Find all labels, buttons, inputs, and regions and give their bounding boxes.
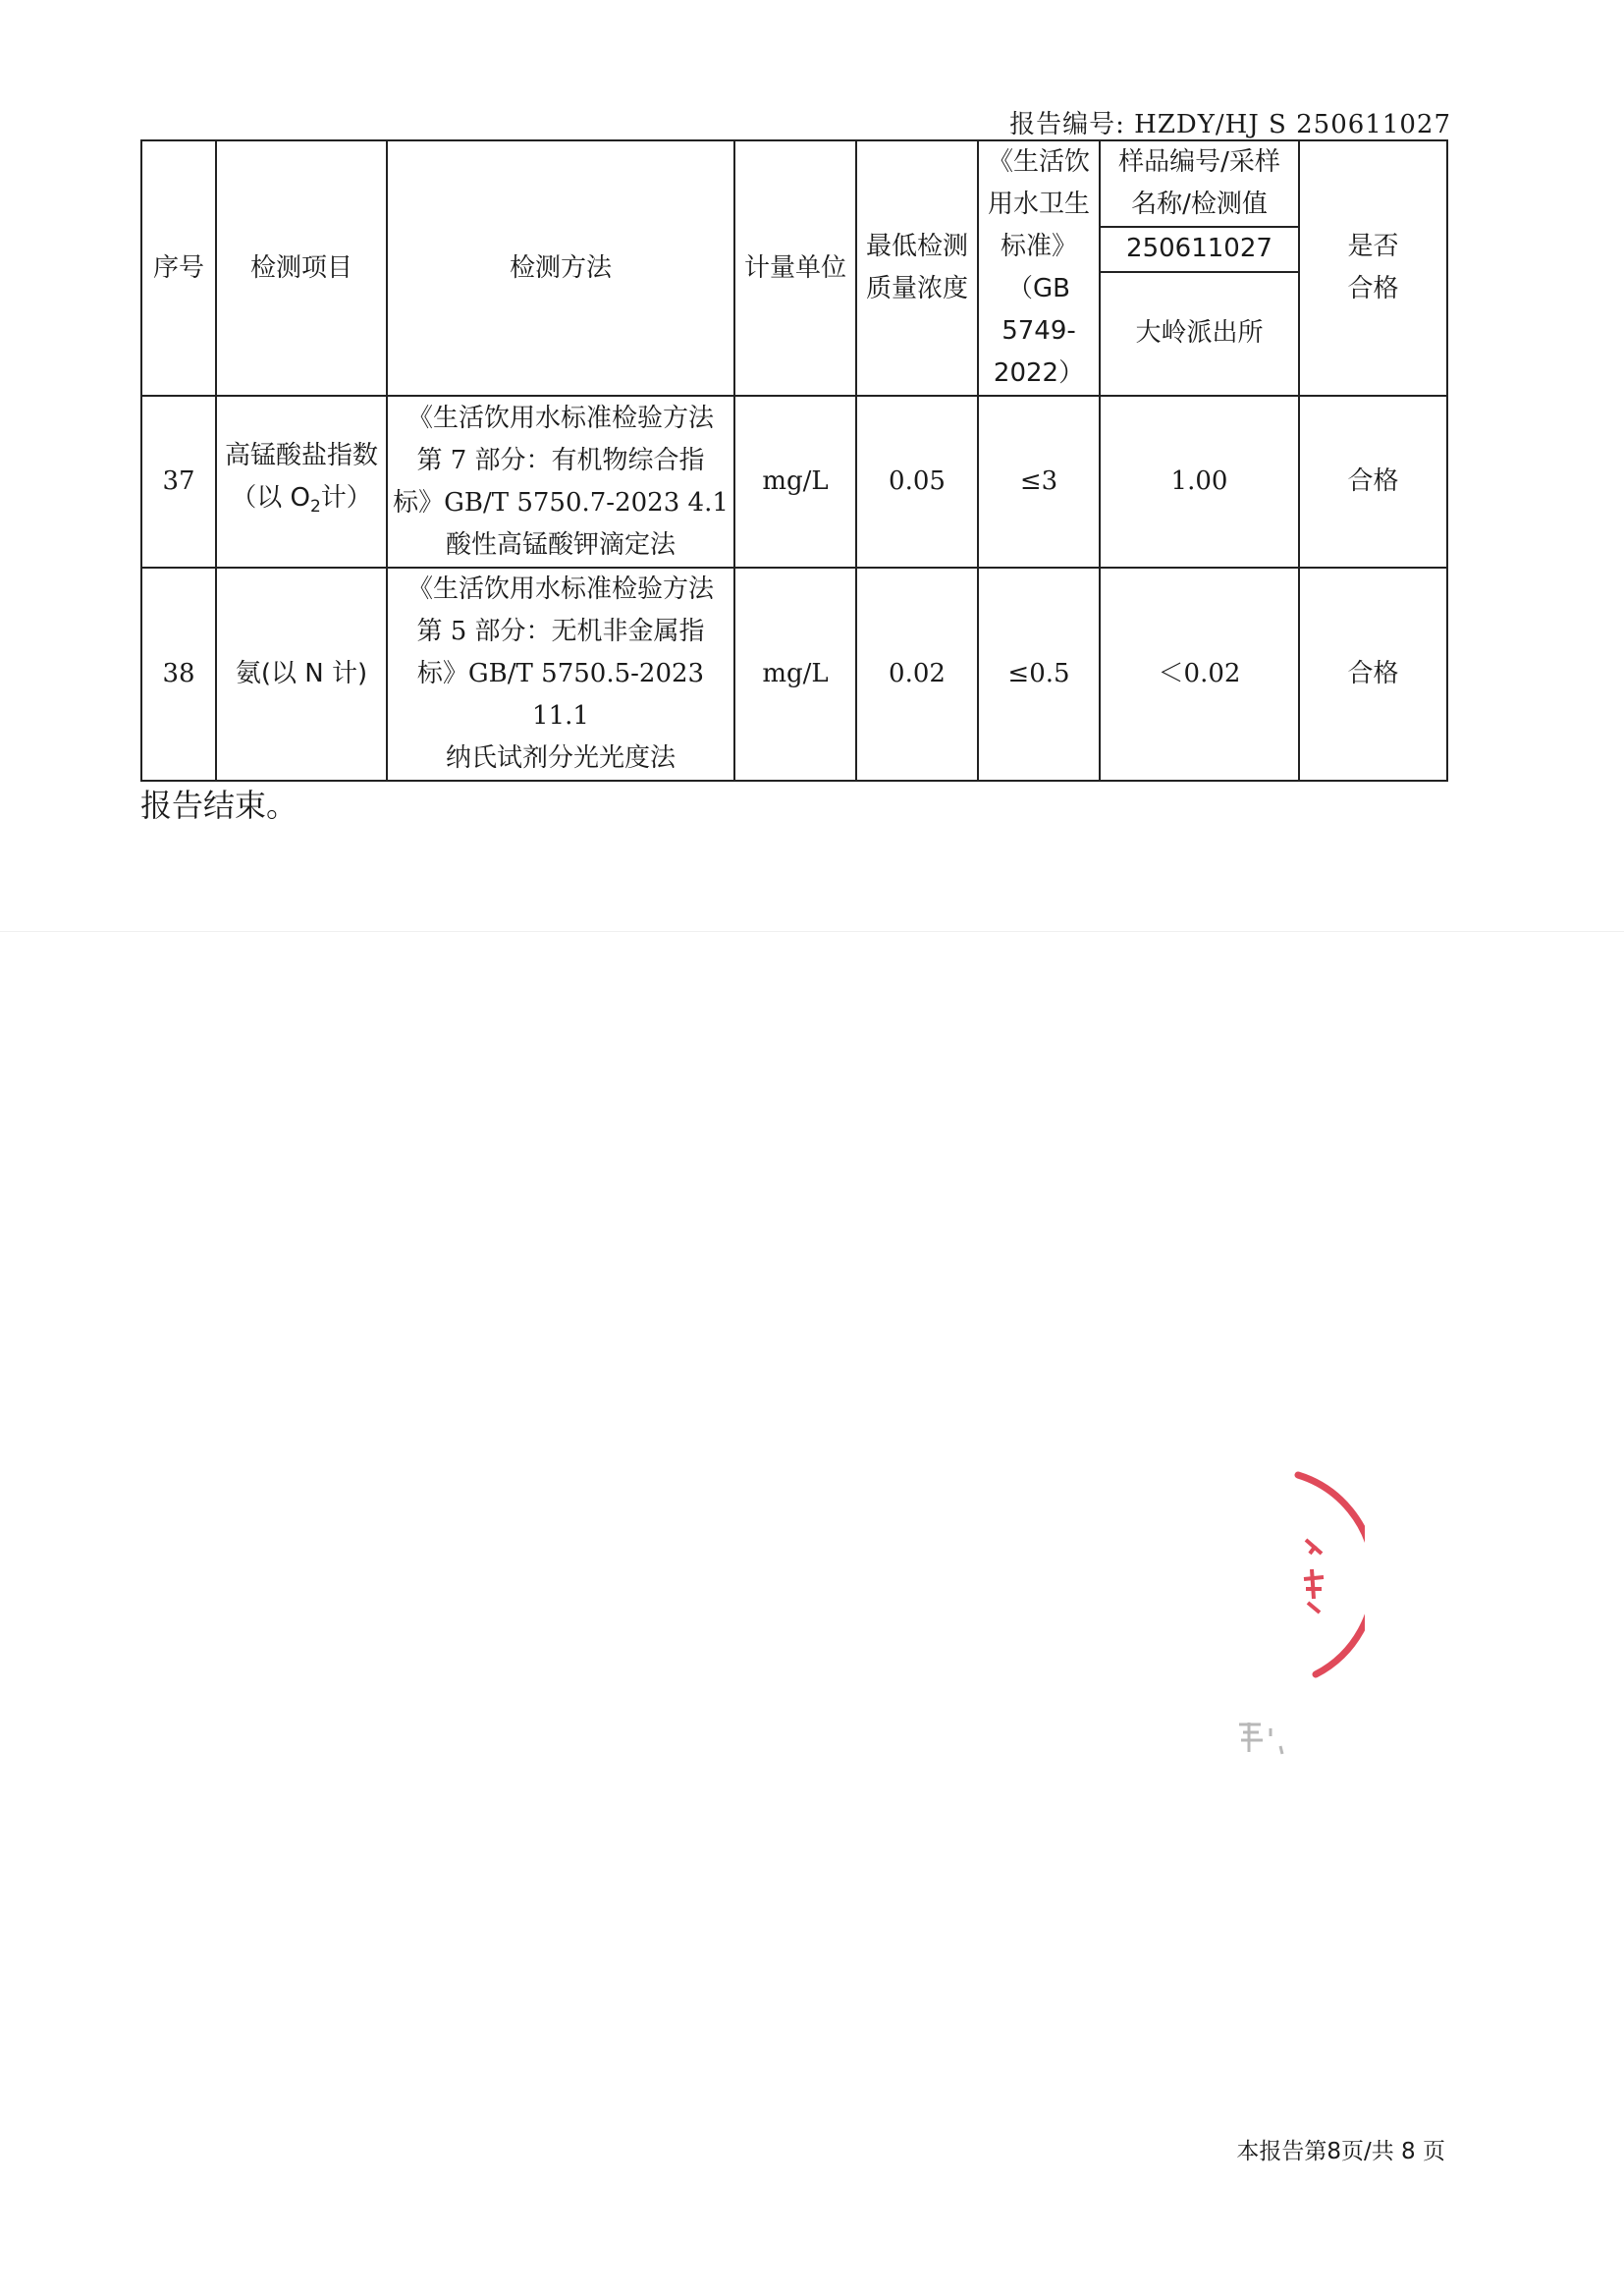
row-value: 1.00: [1100, 396, 1299, 568]
header-min-line2: 质量浓度: [865, 274, 968, 303]
header-sample-line1: 样品编号/采样: [1118, 147, 1280, 178]
row-item: [216, 396, 387, 568]
row-item: 氨(以 N 计): [216, 568, 387, 781]
row-method-line1: 《生活饮用水标准检验方法: [406, 574, 714, 604]
row-method-line2: 第 7 部分：有机物综合指: [416, 445, 705, 475]
seal-stamp-mark-2: [1304, 1569, 1324, 1613]
header-standard: [978, 140, 1100, 396]
row-seq: 38: [141, 568, 216, 781]
row-value: ＜0.02: [1100, 568, 1299, 781]
report-number: 报告编号: HZDY/HJ S 250611027: [1009, 110, 1451, 139]
header-sample: [1100, 140, 1299, 227]
header-sample-name: 大岭派出所: [1100, 272, 1299, 397]
row-method-line4: 酸性高锰酸钾滴定法: [445, 529, 676, 560]
header-seq: 序号: [141, 140, 216, 396]
faint-mark: [1235, 1719, 1294, 1762]
row-min-concentration: 0.02: [856, 568, 978, 781]
header-row: [141, 140, 1447, 227]
header-min-concentration: [856, 140, 978, 396]
header-item: 检测项目: [216, 140, 387, 396]
header-std-line3: 标准》: [1000, 232, 1077, 261]
seal-stamp: [1276, 1463, 1365, 1689]
header-unit: 计量单位: [734, 140, 856, 396]
row-item-subscript: 2: [309, 497, 321, 518]
row-standard: ≤0.5: [978, 568, 1100, 781]
row-result: 合格: [1299, 568, 1447, 781]
row-method: [387, 568, 734, 781]
row-method-line3: 标》GB/T 5750.5-2023 11.1: [416, 659, 705, 731]
row-standard: ≤3: [978, 396, 1100, 568]
seal-stamp-arc: [1298, 1475, 1365, 1674]
row-item-part-a: （以 O: [231, 482, 310, 513]
row-seq: 37: [141, 396, 216, 568]
table-row: [141, 568, 1447, 781]
row-method-line2: 第 5 部分：无机非金属指: [416, 617, 705, 646]
page-number: 本报告第8页/共 8 页: [1236, 2139, 1445, 2164]
row-item-part-b: 计）: [320, 482, 372, 513]
results-table: [140, 139, 1448, 782]
header-std-line2: 用水卫生: [987, 190, 1090, 219]
row-item-line1: 高锰酸盐指数: [224, 440, 378, 470]
row-method-line1: 《生活饮用水标准检验方法: [406, 403, 714, 433]
row-method-line3: 标》GB/T 5750.7-2023 4.1: [393, 487, 729, 518]
header-sample-line2: 名称/检测值: [1131, 190, 1268, 220]
header-sample-code: 250611027: [1100, 227, 1299, 271]
page-fold-line: [0, 931, 1624, 932]
header-pass: [1299, 140, 1447, 396]
header-std-line5: 5749-: [1001, 316, 1076, 346]
header-pass-line2: 合格: [1347, 274, 1399, 303]
header-std-line4: （GB: [1007, 274, 1070, 303]
table-row: [141, 396, 1447, 568]
row-method: [387, 396, 734, 568]
header-std-line1: 《生活饮: [987, 147, 1090, 177]
row-min-concentration: 0.05: [856, 396, 978, 568]
row-unit: mg/L: [734, 568, 856, 781]
seal-stamp-mark-1: [1306, 1540, 1322, 1554]
header-std-line6: 2022）: [993, 358, 1085, 388]
header-min-line1: 最低检测: [865, 232, 968, 261]
row-unit: mg/L: [734, 396, 856, 568]
row-item-line2: [219, 477, 384, 528]
header-method: 检测方法: [387, 140, 734, 396]
header-pass-line1: 是否: [1347, 232, 1399, 261]
row-method-line4: 纳氏试剂分光光度法: [445, 743, 676, 773]
row-result: 合格: [1299, 396, 1447, 568]
report-end-note: 报告结束。: [140, 787, 298, 824]
